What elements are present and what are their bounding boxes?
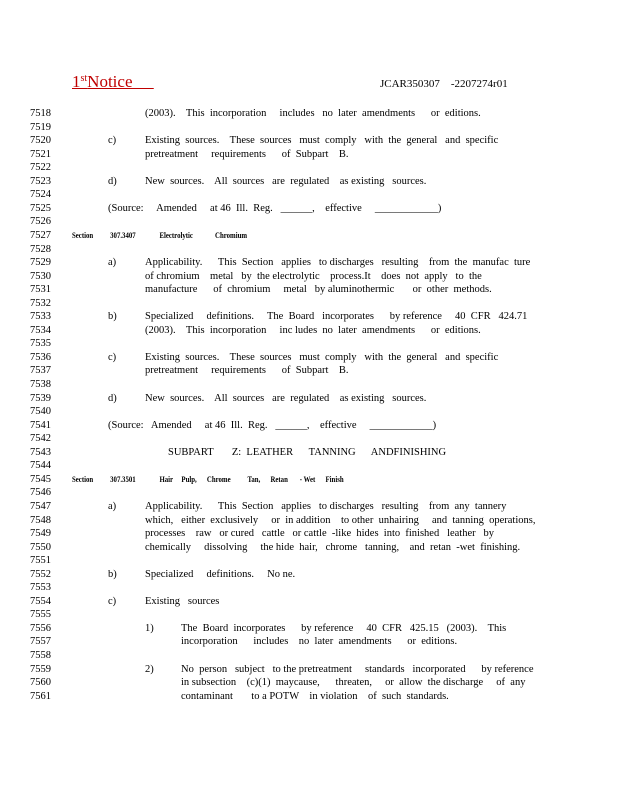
line-number: 7561 bbox=[30, 690, 51, 702]
line-number: 7533 bbox=[30, 311, 51, 323]
line-text: Existing sources. These sources must comply with the general and specific bbox=[145, 135, 499, 147]
line-text: (Source: Amended at 46 Ill. Reg. ______, effective ____________) bbox=[108, 419, 437, 431]
line-number: 7551 bbox=[30, 555, 51, 567]
line-text: Specialized definitions. No ne. bbox=[145, 568, 296, 580]
line-text: in subsection (c)(1) maycause, threaten, or allow the discharge of any bbox=[181, 677, 526, 689]
line-number: 7544 bbox=[30, 460, 51, 472]
line-text: manufacture of chromium metal by aluminothermic or other methods. bbox=[145, 284, 492, 296]
line-text: New sources. All sources are regulated as existing sources. bbox=[145, 175, 427, 187]
line-number: 7536 bbox=[30, 351, 51, 363]
subpart-heading: SUBPART Z: LEATHER TANNING ANDFINISHING bbox=[168, 446, 447, 458]
section-heading: Section 307.3501 Hair Pulp, Chrome Tan, Retan - Wet Finish bbox=[72, 474, 344, 484]
line-text: pretreatment requirements of Subpart B. bbox=[145, 365, 349, 377]
line-text: Applicability. This Section applies to discharges resulting from the manufac ture bbox=[145, 257, 531, 269]
line-number: 7546 bbox=[30, 487, 51, 499]
line-number: 7527 bbox=[30, 229, 51, 241]
line-text: Applicability. This Section applies to discharges resulting from any tannery bbox=[145, 500, 507, 512]
line-text: processes raw or cured cattle or cattle -like hides into finished leather by bbox=[145, 528, 495, 540]
line-number: 7554 bbox=[30, 595, 51, 607]
line-number: 7535 bbox=[30, 338, 51, 350]
line-number: 7550 bbox=[30, 541, 51, 553]
item-label: a) bbox=[108, 500, 117, 512]
line-number: 7543 bbox=[30, 446, 51, 458]
line-text: chemically dissolving the hide hair, chrome tanning, and retan -wet finishing. bbox=[145, 541, 521, 553]
line-number: 7526 bbox=[30, 216, 51, 228]
item-label: 1) bbox=[145, 622, 154, 634]
line-number: 7532 bbox=[30, 297, 51, 309]
line-number: 7528 bbox=[30, 243, 51, 255]
line-number: 7523 bbox=[30, 175, 51, 187]
section-heading: Section 307.3407 Electrolytic Chromium bbox=[72, 230, 248, 240]
line-number: 7547 bbox=[30, 500, 51, 512]
line-number: 7542 bbox=[30, 433, 51, 445]
line-number: 7541 bbox=[30, 419, 51, 431]
line-number: 7519 bbox=[30, 121, 51, 133]
document-code: JCAR350307 -2207274r01 bbox=[380, 78, 508, 90]
line-text: New sources. All sources are regulated as existing sources. bbox=[145, 392, 427, 404]
line-text: of chromium metal by the electrolytic process.It does not apply to the bbox=[145, 270, 482, 282]
line-number: 7555 bbox=[30, 609, 51, 621]
line-text: which, either exclusively or in addition to other unhairing and tanning operations, bbox=[145, 514, 536, 526]
line-number: 7524 bbox=[30, 189, 51, 201]
line-text: pretreatment requirements of Subpart B. bbox=[145, 148, 349, 160]
notice-number: 1 bbox=[72, 72, 81, 91]
line-text: (2003). This incorporation inc ludes no later amendments or editions. bbox=[145, 324, 481, 336]
line-text: (Source: Amended at 46 Ill. Reg. ______, effective ____________) bbox=[108, 202, 442, 214]
item-label: 2) bbox=[145, 663, 154, 675]
line-number: 7537 bbox=[30, 365, 51, 377]
line-number: 7522 bbox=[30, 162, 51, 174]
line-text: contaminant to a POTW in violation of such standards. bbox=[181, 690, 449, 702]
line-number: 7553 bbox=[30, 582, 51, 594]
item-label: b) bbox=[108, 311, 117, 323]
line-text: (2003). This incorporation includes no later amendments or editions. bbox=[145, 108, 481, 119]
line-number: 7531 bbox=[30, 284, 51, 296]
line-number: 7530 bbox=[30, 270, 51, 282]
line-number: 7545 bbox=[30, 473, 51, 485]
line-text: Existing sources bbox=[145, 595, 220, 607]
item-label: c) bbox=[108, 595, 117, 607]
item-label: c) bbox=[108, 135, 117, 147]
item-label: a) bbox=[108, 257, 117, 269]
line-number: 7529 bbox=[30, 257, 51, 269]
line-number: 7534 bbox=[30, 324, 51, 336]
line-number: 7520 bbox=[30, 135, 51, 147]
line-number: 7539 bbox=[30, 392, 51, 404]
line-text: Specialized definitions. The Board incorporates by reference 40 CFR 424.71 bbox=[145, 311, 528, 323]
item-label: b) bbox=[108, 568, 117, 580]
line-number: 7521 bbox=[30, 148, 51, 160]
line-number: 7560 bbox=[30, 677, 51, 689]
line-number: 7558 bbox=[30, 650, 51, 661]
line-number: 7552 bbox=[30, 568, 51, 580]
line-number: 7556 bbox=[30, 622, 51, 634]
line-text: No person subject to the pretreatment standards incorporated by reference bbox=[181, 663, 534, 675]
line-number: 7559 bbox=[30, 663, 51, 675]
item-label: d) bbox=[108, 392, 117, 404]
line-text: incorporation includes no later amendments or editions. bbox=[181, 636, 458, 648]
line-number: 7540 bbox=[30, 406, 51, 418]
item-label: d) bbox=[108, 175, 117, 187]
line-number: 7548 bbox=[30, 514, 51, 526]
item-label: c) bbox=[108, 351, 117, 363]
line-number: 7557 bbox=[30, 636, 51, 648]
notice-word: Notice bbox=[87, 72, 133, 91]
line-number: 7549 bbox=[30, 528, 51, 540]
line-number: 7538 bbox=[30, 379, 51, 390]
line-number: 7525 bbox=[30, 202, 51, 214]
line-text: The Board incorporates by reference 40 CFR 425.15 (2003). This bbox=[181, 622, 507, 634]
notice-suffix: st bbox=[80, 73, 88, 84]
line-number: 7518 bbox=[30, 108, 51, 119]
line-text: Existing sources. These sources must comply with the general and specific bbox=[145, 351, 499, 363]
